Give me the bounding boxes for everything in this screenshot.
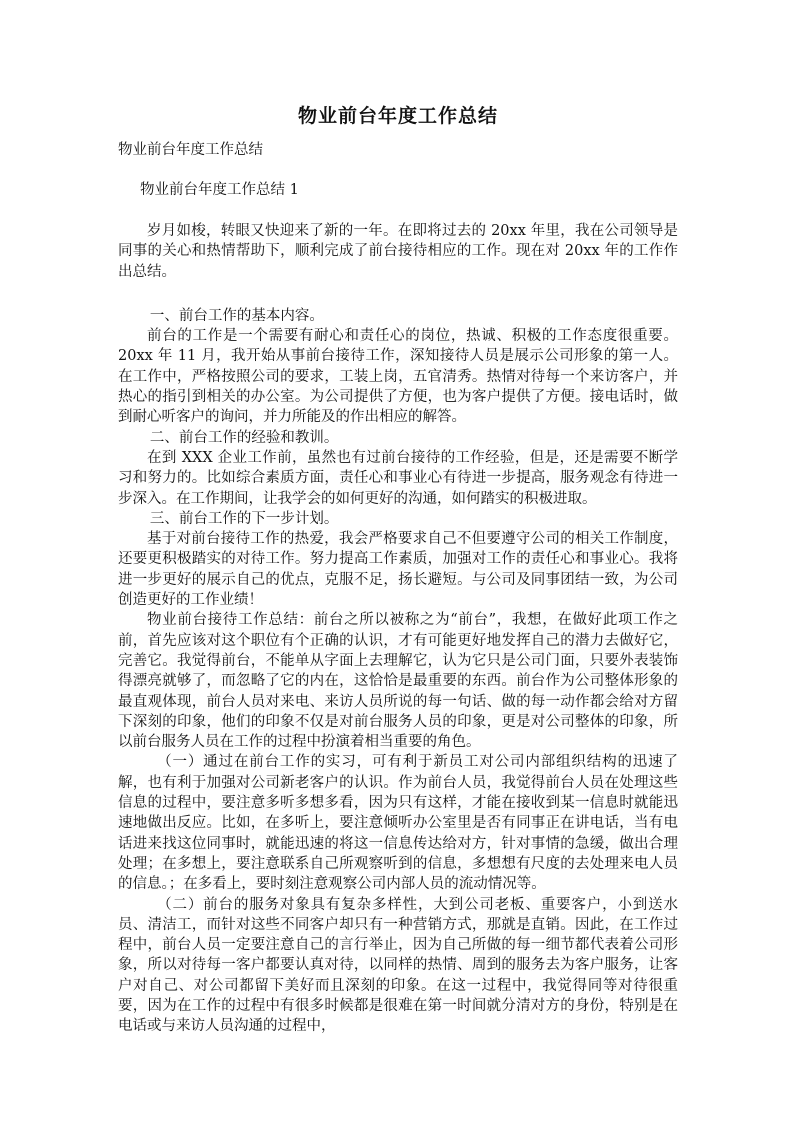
body-paragraph: 物业前台接待工作总结：前台之所以被称之为“前台”，我想，在做好此项工作之前，首先应该对这个职位有个正确的认识，才有可能更好地发挥自己的潜力去做好它，完善它。我觉得前台，不能单从字面上去理解它，认为它只是公司门面，只要外表装饰得漂亮就够了，而忽略了它的内在，这恰恰是最重要的东西。前台作为公司整体形象的最直观体现，前台人员对来电、来访人员所说的每一句话、做的每一动作都会给对方留下深刻的印象，他们的印象不仅是对前台服务人员的印象，更是对公司整体的印象，所以前台服务人员在工作的过程中扮演着相当重要的角色。 [118, 612, 678, 751]
body-paragraph: 前台的工作是一个需要有耐心和责任心的岗位，热诚、积极的工作态度很重要。20xx 年 11 月，我开始从事前台接待工作，深知接待人员是展示公司形象的第一人。在工作中，严格按照公司的要求，工装上岗，五官清秀。热情对待每一个来访客户，并热心的指引到相关的办公室。为公司提供了方便，也为客户提供了方便。接电话时，做到耐心听客户的询问，并力所能及的作出相应的解答。 [118, 328, 678, 426]
document-subtitle: 物业前台年度工作总结 [118, 142, 263, 158]
section-heading-3: 三、前台工作的下一步计划。 [149, 510, 339, 527]
section-subheading: 物业前台年度工作总结 1 [140, 182, 299, 198]
intro-paragraph: 岁月如梭，转眼又快迎来了新的一年。在即将过去的 20xx 年里，我在公司领导是同事的关心和热情帮助下，顺利完成了前台接待相应的工作。现在对 20xx 年的工作作出总结。 [118, 223, 678, 280]
document-title: 物业前台年度工作总结 [297, 105, 498, 127]
body-paragraph: （一）通过在前台工作的实习，可有利于新员工对公司内部组织结构的迅速了解，也有利于加强对公司新老客户的认识。作为前台人员，我觉得前台人员在处理这些信息的过程中，要注意多听多想多看，因为只有这样，才能在接收到某一信息时就能迅速地做出反应。比如，在多听上，要注意倾听办公室里是否有同事正在讲电话，当有电话进来找这位同事时，就能迅速的将这一信息传达给对方，针对事情的急缓，做出合理处理；在多想上，要注意联系自己所观察听到的信息，多想想有尺度的去处理来电人员的信息。；在多看上，要时刻注意观察公司内部人员的流动情况等。 [118, 754, 678, 893]
document-body [118, 221, 678, 1037]
body-paragraph: 基于对前台接待工作的热爱，我会严格要求自己不但要遵守公司的相关工作制度，还要更积极踏实的对待工作。努力提高工作素质，加强对工作的责任心和事业心。我将进一步更好的展示自己的优点，克服不足，扬长避短。与公司及同事团结一致，为公司创造更好的工作业绩！ [118, 531, 678, 609]
body-paragraph: （二）前台的服务对象具有复杂多样性，大到公司老板、重要客户，小到送水员、清洁工，而针对这些不同客户却只有一种营销方式，那就是直销。因此，在工作过程中，前台人员一定要注意自己的言行举止，因为自己所做的每一细节都代表着公司形象，所以对待每一客户都要认真对待，以同样的热情、周到的服务去为客户服务，让客户对自己、对公司都留下美好而且深刻的印象。在这一过程中，我觉得同等对待很重要，因为在工作的过程中有很多时候都是很难在第一时间就分清对方的身份，特别是在电话或与来访人员沟通的过程中， [118, 896, 678, 1035]
body-paragraph: 在到 XXX 企业工作前，虽然也有过前台接待的工作经验，但是，还是需要不断学习和努力的。比如综合素质方面，责任心和事业心有待进一步提高，服务观念有待进一步深入。在工作期间，让我学会的如何更好的沟通，如何踏实的积极进取。 [118, 449, 678, 507]
section-heading-1: 一、前台工作的基本内容。 [149, 307, 324, 324]
section-heading-2: 二、前台工作的经验和教训。 [149, 429, 339, 446]
